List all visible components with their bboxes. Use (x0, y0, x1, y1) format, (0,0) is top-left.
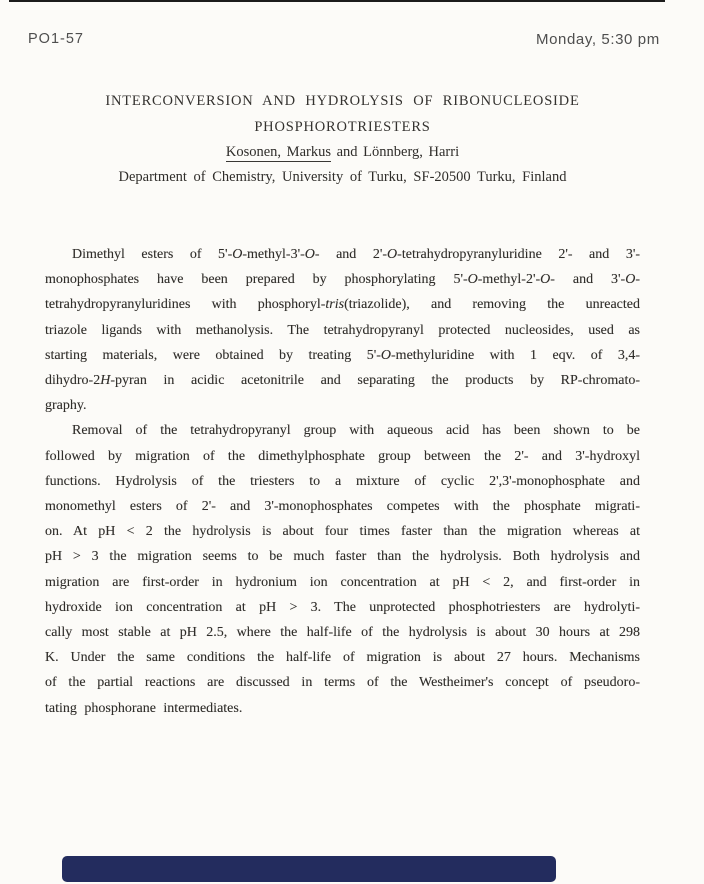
body-line: Removal of the tetrahydropyranyl group with aqueous acid has been shown to be (72, 423, 640, 439)
body-line: triazole ligands with methanolysis. The tetrahydropyranyl protected nucleosides, used as (45, 322, 640, 338)
body-line: Dimethyl esters of 5'-O-methyl-3'-O- and 2'-O-tetrahydropyranyluridine 2'- and 3'- (72, 247, 640, 262)
poster-code: PO1-57 (28, 31, 84, 47)
abstract-body (45, 242, 640, 721)
body-line: pH > 3 the migration seems to be much faster than the hydrolysis. Both hydrolysis and (45, 549, 640, 565)
body-line: tetrahydropyranyluridines with phosphoryl-tris(triazolide), and removing the unreacted (45, 297, 640, 313)
body-line: cally most stable at pH 2.5, where the half-life of the hydrolysis is about 30 hours at 298 (45, 625, 640, 641)
abstract-title-line-2: PHOSPHOROTRIESTERS (254, 119, 431, 135)
body-line: hydroxide ion concentration at pH > 3. The unprotected phosphotriesters are hydrolyti- (45, 599, 640, 615)
coauthors: and Lönnberg, Harri (330, 144, 460, 160)
body-line: graphy. (45, 398, 87, 414)
body-line: functions. Hydrolysis of the triesters to a mixture of cyclic 2',3'-monophosphate and (45, 473, 640, 489)
body-line: dihydro-2H-pyran in acidic acetonitrile and separating the products by RP-chromato- (45, 373, 640, 389)
body-line: monomethyl esters of 2'- and 3'-monophosphates competes with the phosphate migrati- (45, 499, 640, 515)
body-line: migration are first-order in hydronium ion concentration at pH < 2, and first-order in (45, 574, 640, 590)
body-line: K. Under the same conditions the half-life of migration is about 27 hours. Mechanisms (45, 650, 640, 666)
body-line: starting materials, were obtained by treating 5'-O-methyluridine with 1 eqv. of 3,4- (45, 347, 641, 363)
body-line: followed by migration of the dimethylphosphate group between the 2'- and 3'-hydroxyl (45, 448, 640, 464)
scan-artifact-top-edge (9, 0, 665, 2)
abstract-title-line-1: INTERCONVERSION AND HYDROLYSIS OF RIBONUCLEOSIDE (105, 93, 580, 109)
body-line: monophosphates have been prepared by phosphorylating 5'-O-methyl-2'-O- and 3'-O- (45, 272, 640, 288)
body-line: tating phosphorane intermediates. (45, 700, 243, 716)
bottom-scan-bar (62, 856, 556, 882)
affiliation-line: Department of Chemistry, University of Turku, SF-20500 Turku, Finland (118, 169, 567, 185)
session-time: Monday, 5:30 pm (536, 31, 660, 48)
body-line: of the partial reactions are discussed in terms of the Westheimer's concept of pseudoro- (45, 675, 640, 691)
body-line: on. At pH < 2 the hydrolysis is about four times faster than the migration whereas at (45, 524, 640, 540)
presenting-author: Kosonen, Markus (225, 144, 331, 160)
authors-line (45, 144, 640, 161)
